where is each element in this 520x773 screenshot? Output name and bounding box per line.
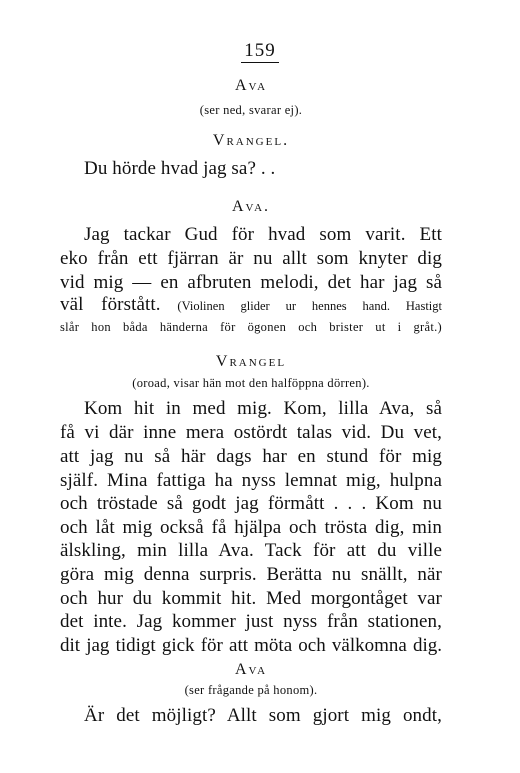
dialogue-line: att jag nu så här dags har en stund för mig — [60, 446, 442, 467]
dialogue-line: dit jag tidigt gick för att möta och välkomna dig. — [60, 635, 442, 656]
dialogue-line: Jag tackar Gud för hvad som varit. Ett — [84, 224, 442, 245]
page-number-text: 159 — [241, 41, 279, 63]
dialogue-line: Är det möjligt? Allt som gjort mig ondt, — [84, 705, 442, 726]
dialogue-line: och hur du kommit hit. Med morgontåget var — [60, 588, 442, 609]
stage-direction: (ser frågande på honom). — [184, 683, 318, 697]
speaker-name: Ava — [234, 661, 268, 678]
dialogue-line: göra mig denna surpris. Berätta nu snällt, när — [60, 564, 442, 585]
dialogue-line: det inte. Jag kommer just nyss från stationen, — [60, 611, 442, 632]
stage-direction: (Violinen glider ur hennes hand. Hastigt — [177, 299, 442, 313]
dialogue-line: eko från ett fjärran är nu allt som knyter dig — [60, 248, 442, 269]
dialogue-line-mixed — [60, 294, 442, 316]
stage-direction: (ser ned, svarar ej). — [199, 103, 303, 117]
dialogue-line: Du hörde hvad jag sa? . . — [84, 158, 276, 179]
stage-direction: slår hon båda händerna för ögonen och brister ut i gråt.) — [60, 320, 442, 334]
dialogue-line: Kom hit in med mig. Kom, lilla Ava, så — [84, 398, 442, 419]
speaker-name: Ava. — [231, 198, 271, 215]
dialogue-line: älskling, min lilla Ava. Tack för att du ville — [60, 540, 442, 561]
stage-direction: (oroad, visar hän mot den halföppna dörren). — [132, 376, 370, 390]
speaker-name: Ava — [234, 77, 268, 94]
dialogue-line: få vi där inne mera ostördt talas vid. Du vet, — [60, 422, 442, 443]
dialogue-line: själf. Mina fattiga ha nyss lemnat mig, hulpna — [60, 470, 442, 491]
dialogue-line: vid mig — en afbruten melodi, det har jag så — [60, 272, 442, 293]
page-number — [0, 40, 520, 63]
speaker-name: Vrangel — [215, 353, 287, 370]
speaker-name: Vrangel. — [212, 132, 290, 149]
dialogue-line: och tröstade så godt jag förmått . . . Kom nu — [60, 493, 442, 514]
dialogue-text: väl förstått. — [60, 294, 161, 315]
dialogue-line: och låt mig också få hjälpa och trösta dig, min — [60, 517, 442, 538]
